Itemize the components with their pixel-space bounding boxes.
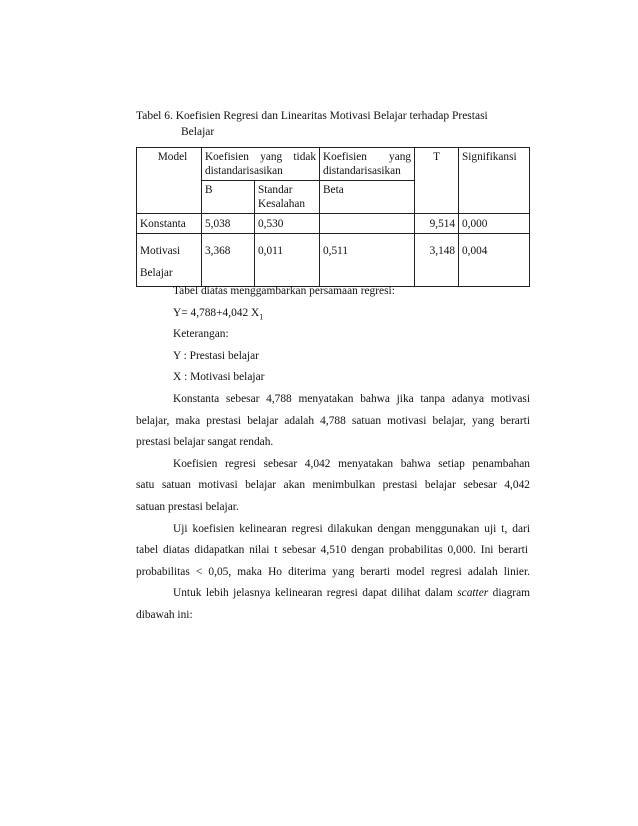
header-standardized: Koefisien yang distandarisasikan [320, 148, 415, 181]
paragraph-intro: Tabel diatas menggambarkan persamaan regresi: [173, 285, 395, 297]
cell-se: 0,011 [255, 234, 320, 287]
paragraph-linearity-l2: tabel diatas didapatkan nilai t sebesar 4,510 dengan probabilitas 0,000. Ini berarti [136, 544, 528, 557]
paragraph-constant-l2: belajar, maka prestasi belajar adalah 4,788 satuan motivasi belajar, yang berarti [136, 414, 530, 427]
cell-b: 3,368 [202, 234, 255, 287]
paragraph-coefficient-l2: satu satuan motivasi belajar akan menimbulkan prestasi belajar sebesar 4,042 [136, 479, 530, 492]
cell-se: 0,530 [255, 214, 320, 234]
paragraph-constant-l1: Konstanta sebesar 4,788 menyatakan bahwa jika tanpa adanya motivasi [173, 392, 530, 405]
table-caption [136, 108, 530, 140]
paragraph-coefficient-l1: Koefisien regresi sebesar 4,042 menyatakan bahwa setiap penambahan [173, 457, 530, 470]
header-unstandardized: Koefisien yang tidak distandarisasikan [202, 148, 320, 181]
table-row [137, 214, 530, 234]
caption-text-1: Tabel 6. Koefisien Regresi dan Linearitas Motivasi Belajar terhadap Prestasi [136, 110, 488, 122]
body-text [136, 281, 530, 627]
caption-line-2: Belajar [181, 126, 215, 138]
paragraph-linearity-l3: probabilitas < 0,05, maka Ho diterima yang berarti model regresi adalah linier. [136, 565, 530, 578]
paragraph-constant-l3: prestasi belajar sangat rendah. [136, 436, 274, 449]
header-significance: Signifikansi [459, 148, 530, 214]
paragraph-coefficient-l3: satuan prestasi belajar. [136, 500, 239, 513]
cell-sig: 0,004 [459, 234, 530, 287]
cell-beta [320, 214, 415, 234]
regression-equation: Y= 4,788+4,042 $X_1$ [173, 306, 264, 321]
regression-table [136, 147, 530, 287]
cell-model: Konstanta [137, 214, 202, 234]
cell-beta: 0,511 [320, 234, 415, 287]
cell-b: 5,038 [202, 214, 255, 234]
cell-t: 3,148 [415, 234, 459, 287]
paragraph-linearity-l1: Uji koefisien kelinearan regresi dilakukan dengan menggunakan uji t, dari [173, 522, 530, 535]
legend-heading: Keterangan: [173, 328, 229, 341]
header-model: Model [137, 148, 202, 214]
table-header-row [137, 148, 530, 181]
header-t: T [415, 148, 459, 214]
cell-sig: 0,000 [459, 214, 530, 234]
cell-t: 9,514 [415, 214, 459, 234]
legend-x: X : Motivasi belajar [173, 371, 265, 384]
paragraph-scatter-l2: dibawah ini: [136, 608, 193, 621]
caption-line-1 [136, 108, 530, 124]
header-b: B [202, 181, 255, 214]
table-row [137, 234, 530, 287]
header-beta: Beta [320, 181, 415, 214]
legend-y: Y : Prestasi belajar [173, 349, 259, 362]
header-standard-error: Standar Kesalahan [255, 181, 320, 214]
cell-model: Motivasi Belajar [137, 234, 202, 287]
paragraph-scatter-l1: Untuk lebih jelasnya kelinearan regresi dapat dilihat dalam scatter diagram [173, 587, 530, 600]
